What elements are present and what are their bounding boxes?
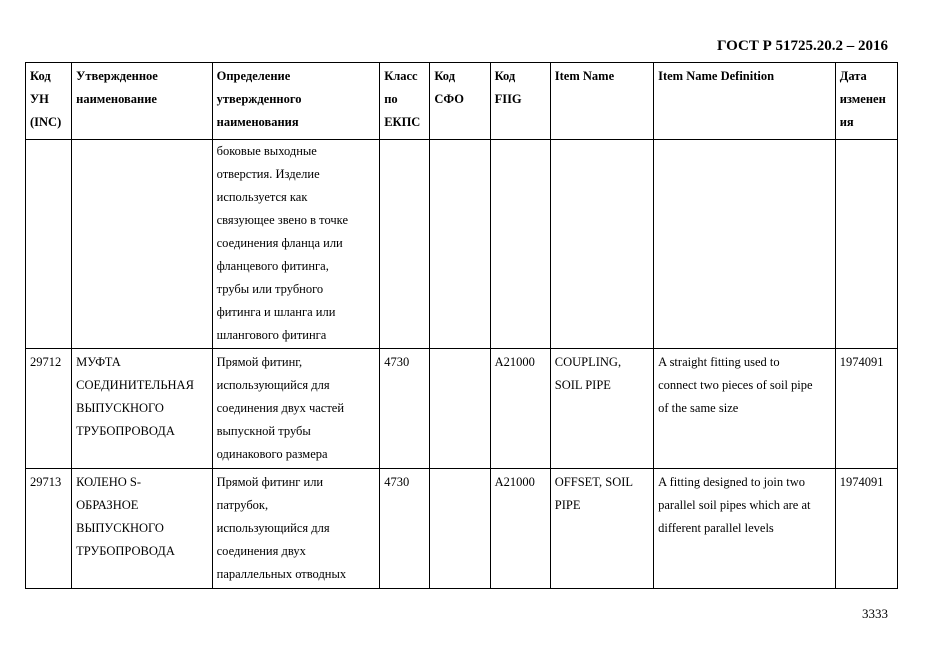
header-inc: Код УН (INC) — [26, 63, 72, 140]
document-standard-header: ГОСТ Р 51725.20.2 – 2016 — [716, 38, 888, 54]
cell-class: 4730 — [380, 469, 430, 589]
cell-sfo — [430, 140, 490, 349]
cell-name — [72, 140, 212, 349]
cell-sfo — [430, 469, 490, 589]
cell-date: 1974091 — [835, 349, 897, 469]
cell-sfo — [430, 349, 490, 469]
table-header-row — [26, 63, 898, 140]
cell-item-definition: A fitting designed to join two parallel soil pipes which are at different parallel levels — [654, 469, 836, 589]
classification-table — [25, 62, 898, 589]
cell-item-definition: A straight fitting used to connect two pieces of soil pipe of the same size — [654, 349, 836, 469]
cell-fiig — [490, 140, 550, 349]
cell-item-name: COUPLING, SOIL PIPE — [550, 349, 653, 469]
page-number: 3333 — [862, 606, 888, 621]
table-row — [26, 140, 898, 349]
cell-date: 1974091 — [835, 469, 897, 589]
header-sfo: Код СФО — [430, 63, 490, 140]
cell-fiig: A21000 — [490, 349, 550, 469]
header-definition: Определение утвержденного наименования — [212, 63, 380, 140]
table-row — [26, 469, 898, 589]
header-item-name-definition: Item Name Definition — [654, 63, 836, 140]
cell-definition: Прямой фитинг или патрубок, использующийся для соединения двух параллельных отводных — [212, 469, 380, 589]
cell-inc — [26, 140, 72, 349]
cell-class — [380, 140, 430, 349]
header-item-name: Item Name — [550, 63, 653, 140]
cell-item-name: OFFSET, SOIL PIPE — [550, 469, 653, 589]
cell-definition: боковые выходные отверстия. Изделие используется как связующее звено в точке соединения фланца или фланцевого фитинга, трубы или трубного фитинга и шланга или шлангового фитинга — [212, 140, 380, 349]
cell-fiig: A21000 — [490, 469, 550, 589]
cell-item-definition — [654, 140, 836, 349]
cell-item-name — [550, 140, 653, 349]
header-fiig: Код FIIG — [490, 63, 550, 140]
cell-class: 4730 — [380, 349, 430, 469]
cell-name: МУФТА СОЕДИНИТЕЛЬНАЯ ВЫПУСКНОГО ТРУБОПРОВОДА — [72, 349, 212, 469]
cell-inc: 29713 — [26, 469, 72, 589]
header-class: Класс по ЕКПС — [380, 63, 430, 140]
cell-name: КОЛЕНО S- ОБРАЗНОЕ ВЫПУСКНОГО ТРУБОПРОВОДА — [72, 469, 212, 589]
table-row — [26, 349, 898, 469]
header-change-date: Дата изменен ия — [835, 63, 897, 140]
cell-inc: 29712 — [26, 349, 72, 469]
cell-date — [835, 140, 897, 349]
header-approved-name: Утвержденное наименование — [72, 63, 212, 140]
cell-definition: Прямой фитинг, использующийся для соединения двух частей выпускной трубы одинакового размера — [212, 349, 380, 469]
